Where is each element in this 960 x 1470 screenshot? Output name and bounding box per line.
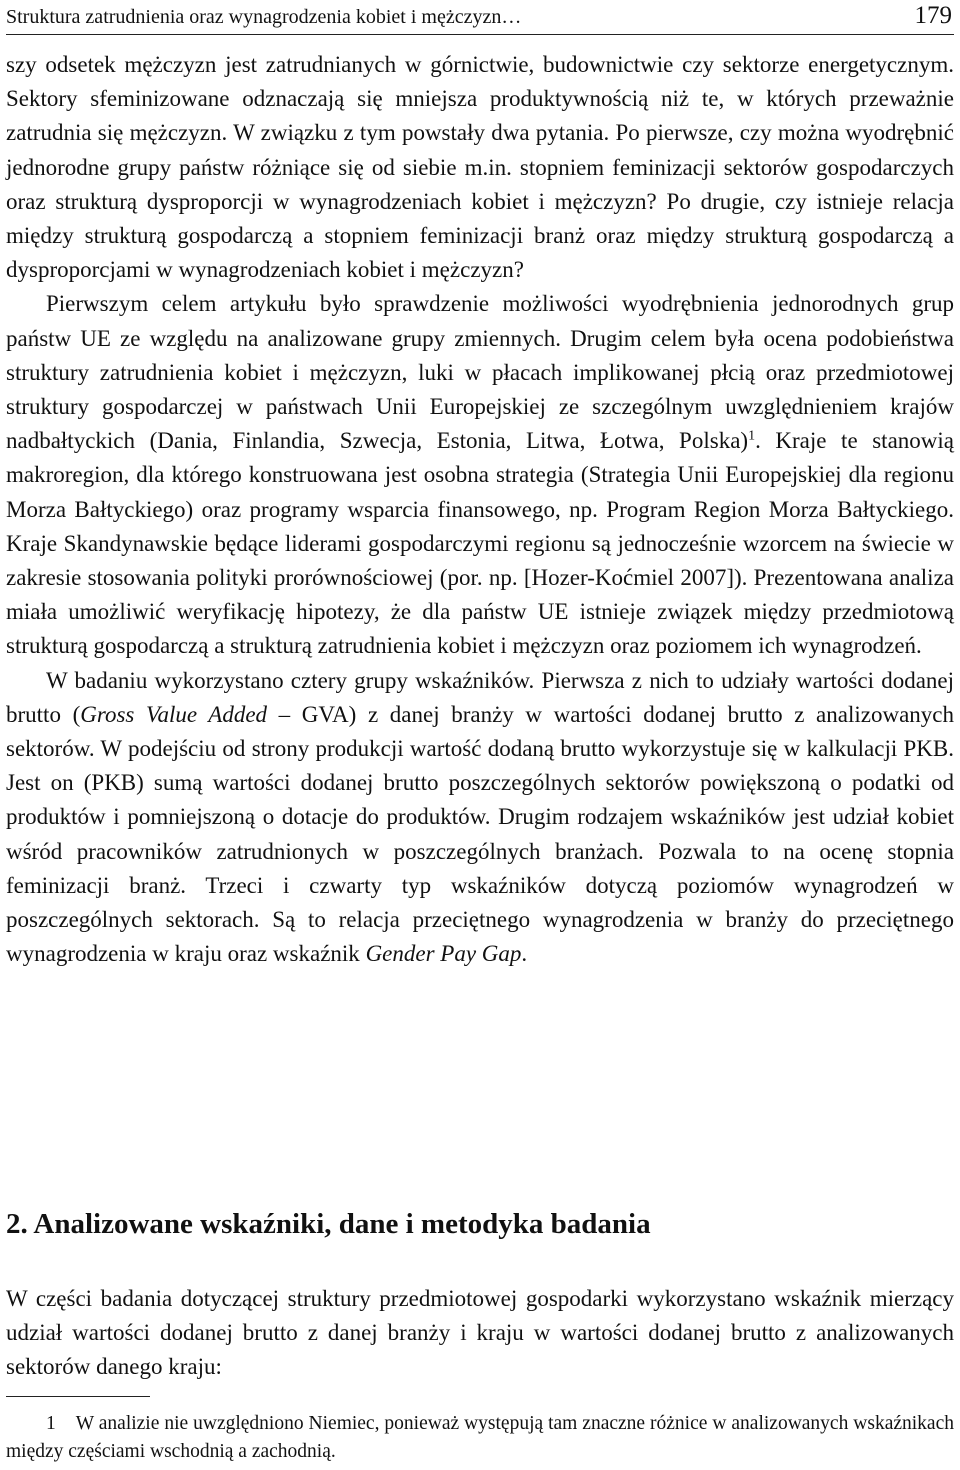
footnote-divider bbox=[6, 1396, 150, 1397]
term-gross-value-added: Gross Value Added bbox=[80, 701, 268, 727]
section-paragraph: W części badania dotyczącej struktury przedmiotowej gospodarki wykorzystano wskaźnik mierzący udział wartości dodanej brutto z danej branży i kraju w wartości dodanej brutto z analizowanych sektorów danego kraju: bbox=[6, 1286, 954, 1380]
section-heading: 2. Analizowane wskaźniki, dane i metodyka badania bbox=[6, 1208, 651, 1240]
running-title: Struktura zatrudnienia oraz wynagrodzenia kobiet i mężczyzn… bbox=[6, 6, 522, 28]
footnote-text: W analizie nie uwzględniono Niemiec, ponieważ występują tam znaczne różnice w analizowanych wskaźnikach między częściami wschodnią a zachodnią. bbox=[6, 1413, 954, 1462]
term-gender-pay-gap: Gender Pay Gap bbox=[365, 941, 522, 967]
paragraph-3 bbox=[6, 664, 954, 972]
paragraph-3-text-b: – GVA) z danej branży w wartości dodanej brutto z analizowanych sektorów. W podejściu od strony produkcji wartość dodaną brutto wykorzystuje się w kalkulacji PKB. Jest on (PKB) sumą wartości dodanej brutto poszczególnych sektorów powiększoną o podatki od produktów i pomniejszoną o dotacje do produktów. Drugim rodzajem wskaźników jest udział kobiet wśród pracowników zatrudnionych w poszczególnych branżach. Pozwala to na ocenę stopnia feminizacji branż. Trzeci i czwarty typ wskaźników dotyczą poziomów wynagrodzeń w poszczególnych sektorach. Są to relacja przeciętnego wynagrodzenia w branży do przeciętnego wynagrodzenia w kraju oraz wskaźnik bbox=[6, 701, 954, 967]
paragraph-2 bbox=[6, 287, 954, 663]
footnote-mark: 1 bbox=[46, 1413, 56, 1434]
body-text bbox=[6, 48, 954, 971]
paragraph-3-text-a: W badaniu wykorzystano cztery grupy wskaźników. Pierwsza z nich to udziały wartości dodanej brutto ( bbox=[6, 667, 954, 727]
paragraph-3-text-c: . bbox=[521, 941, 528, 967]
paragraph-1: szy odsetek mężczyzn jest zatrudnianych w górnictwie, budownictwie czy sektorze energetycznym. Sektory sfeminizowane odznaczają się mniejsza produktywnością niż te, w których przeważnie zatrudnia się mężczyzn. W związku z tym powstały dwa pytania. Po pierwsze, czy można wyodrębnić jednorodne grupy państw różniące się od siebie m.in. stopniem feminizacji sektorów gospodarczych oraz strukturą dysproporcji w wynagrodzeniach kobiet i mężczyzn? Po drugie, czy istnieje relacja między strukturą gospodarczą a stopniem feminizacji branż oraz między strukturą gospodarczą a dysproporcjami w wynagrodzeniach kobiet i mężczyzn? bbox=[6, 52, 954, 283]
footnote-reference: 1 bbox=[748, 428, 756, 444]
running-header bbox=[6, 2, 954, 35]
page-number: 179 bbox=[914, 2, 952, 29]
paragraph-2-text-b: . Kraje te stanowią makroregion, dla którego konstruowana jest osobna strategia (Strategia Unii Europejskiej dla regionu Morza Bałtyckiego) oraz programy wsparcia finansowego, np. Program Region Morza Bałtyckiego. Kraje Skandynawskie będące liderami gospodarczymi regionu są jednocześnie wzorcem na świecie w zakresie stosowania polityki prorównościowej (por. np. [Hozer-Koćmiel 2007]). Prezentowana analiza miała umożliwić weryfikację hipotezy, że dla państw UE istnieje związek między przedmiotową strukturą gospodarczą a strukturą zatrudnienia kobiet i mężczyzn oraz poziomem ich wynagrodzeń. bbox=[6, 428, 954, 659]
footnote bbox=[6, 1410, 954, 1466]
paragraph-2-text-a: Pierwszym celem artykułu było sprawdzenie możliwości wyodrębnienia jednorodnych grup państw UE ze względu na analizowane grupy zmiennych. Drugim celem była ocena podobieństwa struktury zatrudnienia kobiet i mężczyzn, luki w płacach implikowanej płcią oraz przedmiotowej struktury gospodarczej w państwach Unii Europejskiej ze szczególnym uwzględnieniem krajów nadbałtyckich (Dania, Finlandia, Szwecja, Estonia, Litwa, Łotwa, Polska) bbox=[6, 291, 954, 454]
